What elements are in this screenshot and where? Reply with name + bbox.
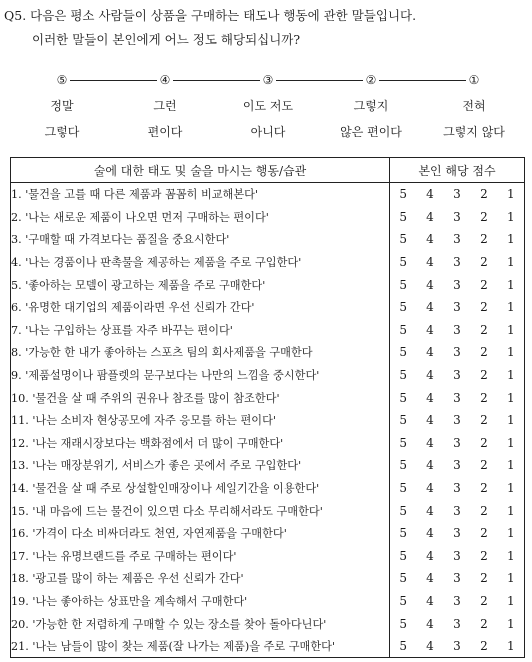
score-option-4[interactable]: 4 <box>426 390 434 405</box>
score-option-4[interactable]: 4 <box>426 209 434 224</box>
statement-cell: 9. '제품설명이나 팜플렛의 문구보다는 나만의 느낌을 중시한다' <box>11 364 390 387</box>
score-option-3[interactable]: 3 <box>453 255 461 270</box>
statement-cell: 20. '가능한 한 저렴하게 구매할 수 있는 장소를 찾아 돌아다닌다' <box>11 612 390 635</box>
question-line-2: 이러한 말들이 본인에게 어느 정도 해당되십니까? <box>32 32 301 47</box>
header-statement: 술에 대한 태도 및 술을 마시는 행동/습관 <box>11 158 390 183</box>
scale-number-2: ② <box>363 72 379 88</box>
score-option-3[interactable]: 3 <box>453 571 461 586</box>
scale-label-line2: 그렇다 <box>44 125 80 139</box>
scale-label-line1: 정말 <box>50 99 74 113</box>
score-option-3[interactable]: 3 <box>453 481 461 496</box>
score-option-2[interactable]: 2 <box>480 503 488 518</box>
statement-cell: 5. '좋아하는 모델이 광고하는 제품을 주로 구매한다' <box>11 273 390 296</box>
scale-label-line1: 그렇지 <box>353 99 389 113</box>
score-option-3[interactable]: 3 <box>453 209 461 224</box>
statement-cell: 6. '유명한 대기업의 제품이라면 우선 신뢰가 간다' <box>11 296 390 319</box>
table-row <box>11 228 525 251</box>
score-option-1[interactable]: 1 <box>506 368 515 383</box>
score-option-4[interactable]: 4 <box>426 639 434 654</box>
table-row <box>11 296 525 319</box>
score-option-5[interactable]: 5 <box>399 368 408 383</box>
score-option-3[interactable]: 3 <box>453 458 461 473</box>
scale-label-line1: 이도 저도 <box>242 99 294 113</box>
scale-label-1 <box>429 93 519 145</box>
score-option-4[interactable]: 4 <box>426 481 434 496</box>
score-option-4[interactable]: 4 <box>426 571 434 586</box>
score-option-2[interactable]: 2 <box>480 616 488 631</box>
score-option-3[interactable]: 3 <box>453 345 461 360</box>
score-option-2[interactable]: 2 <box>480 345 488 360</box>
table-row <box>11 432 525 455</box>
score-option-5[interactable]: 5 <box>399 232 408 247</box>
score-option-1[interactable]: 1 <box>506 571 515 586</box>
scale-label-line2: 아니다 <box>250 125 286 139</box>
score-option-3[interactable]: 3 <box>453 503 461 518</box>
table-row <box>11 341 525 364</box>
score-option-4[interactable]: 4 <box>426 435 434 450</box>
score-option-2[interactable]: 2 <box>480 368 488 383</box>
table-row <box>11 409 525 432</box>
scale-number-4: ④ <box>157 72 173 88</box>
table-row <box>11 454 525 477</box>
score-option-5[interactable]: 5 <box>399 526 408 541</box>
score-option-4[interactable]: 4 <box>426 526 434 541</box>
statement-cell: 17. '나는 유명브랜드를 주로 구매하는 편이다' <box>11 545 390 568</box>
score-option-1[interactable]: 1 <box>506 616 515 631</box>
score-option-5[interactable]: 5 <box>399 548 408 563</box>
score-option-1[interactable]: 1 <box>506 390 515 405</box>
score-option-3[interactable]: 3 <box>453 368 461 383</box>
table-row <box>11 251 525 274</box>
score-option-5[interactable]: 5 <box>399 209 408 224</box>
header-score: 본인 해당 점수 <box>390 158 525 183</box>
score-option-1[interactable]: 1 <box>506 413 515 428</box>
score-option-4[interactable]: 4 <box>426 458 434 473</box>
score-option-4[interactable]: 4 <box>426 300 434 315</box>
table-row <box>11 364 525 387</box>
table-row <box>11 206 525 229</box>
statement-cell: 4. '나는 경품이나 판촉물을 제공하는 제품을 주로 구입한다' <box>11 251 390 274</box>
score-option-2[interactable]: 2 <box>480 639 488 654</box>
statement-cell: 18. '광고를 많이 하는 제품은 우선 신뢰가 간다' <box>11 567 390 590</box>
statement-cell: 7. '나는 구입하는 상표를 자주 바꾸는 편이다' <box>11 319 390 342</box>
score-option-1[interactable]: 1 <box>506 435 515 450</box>
statement-cell: 15. '내 마음에 드는 물건이 있으면 다소 무리해서라도 구매한다' <box>11 499 390 522</box>
statement-cell: 13. '나는 매장분위기, 서비스가 좋은 곳에서 주로 구입한다' <box>11 454 390 477</box>
score-option-4[interactable]: 4 <box>426 503 434 518</box>
score-option-4[interactable]: 4 <box>426 255 434 270</box>
score-option-5[interactable]: 5 <box>399 503 408 518</box>
statement-cell: 12. '나는 재래시장보다는 백화점에서 더 많이 구매한다' <box>11 432 390 455</box>
table-row <box>11 319 525 342</box>
score-option-5[interactable]: 5 <box>399 187 408 202</box>
table-row <box>11 545 525 568</box>
score-option-5[interactable]: 5 <box>399 277 408 292</box>
score-option-5[interactable]: 5 <box>399 639 408 654</box>
score-option-5[interactable]: 5 <box>399 300 408 315</box>
scale-label-4 <box>120 93 210 145</box>
score-option-4[interactable]: 4 <box>426 322 434 337</box>
score-option-4[interactable]: 4 <box>426 548 434 563</box>
score-option-5[interactable]: 5 <box>399 435 408 450</box>
scale-label-line2: 그렇지 않다 <box>443 125 505 139</box>
score-option-3[interactable]: 3 <box>453 413 461 428</box>
score-option-1[interactable]: 1 <box>506 526 515 541</box>
score-option-2[interactable]: 2 <box>480 548 488 563</box>
score-option-1[interactable]: 1 <box>506 187 515 202</box>
scale-number-3: ③ <box>260 72 276 88</box>
statement-cell: 1. '물건을 고를 때 다른 제품과 꼼꼼히 비교해본다' <box>11 183 390 206</box>
table-row <box>11 612 525 635</box>
score-option-1[interactable]: 1 <box>506 458 515 473</box>
score-option-3[interactable]: 3 <box>453 548 461 563</box>
table-row <box>11 522 525 545</box>
score-option-1[interactable]: 1 <box>506 593 515 608</box>
score-option-2[interactable]: 2 <box>480 435 488 450</box>
score-option-2[interactable]: 2 <box>480 209 488 224</box>
score-option-2[interactable]: 2 <box>480 481 488 496</box>
table-row <box>11 183 525 206</box>
table-row <box>11 499 525 522</box>
scale-number-1: ① <box>466 72 482 88</box>
score-option-3[interactable]: 3 <box>453 187 461 202</box>
score-option-2[interactable]: 2 <box>480 571 488 586</box>
score-option-4[interactable]: 4 <box>426 232 434 247</box>
score-option-2[interactable]: 2 <box>480 322 488 337</box>
scale-label-5 <box>17 93 107 145</box>
score-option-3[interactable]: 3 <box>453 322 461 337</box>
table-row <box>11 590 525 613</box>
score-option-5[interactable]: 5 <box>399 255 408 270</box>
score-option-3[interactable]: 3 <box>453 390 461 405</box>
score-option-2[interactable]: 2 <box>480 593 488 608</box>
score-option-5[interactable]: 5 <box>399 413 408 428</box>
score-option-2[interactable]: 2 <box>480 300 488 315</box>
table-row <box>11 635 525 658</box>
statement-cell: 3. '구매할 때 가격보다는 품질을 중요시한다' <box>11 228 390 251</box>
score-option-5[interactable]: 5 <box>399 481 408 496</box>
scale-label-line2: 편이다 <box>147 125 183 139</box>
score-option-1[interactable]: 1 <box>506 300 515 315</box>
score-option-4[interactable]: 4 <box>426 413 434 428</box>
score-option-5[interactable]: 5 <box>399 322 408 337</box>
score-option-5[interactable]: 5 <box>399 571 408 586</box>
statement-cell: 21. '나는 남들이 많이 찾는 제품(잘 나가는 제품)을 주로 구매한다' <box>11 635 390 658</box>
scale-label-line1: 그런 <box>153 99 177 113</box>
table-header-row <box>11 158 525 183</box>
score-option-4[interactable]: 4 <box>426 277 434 292</box>
score-option-4[interactable]: 4 <box>426 345 434 360</box>
score-option-3[interactable]: 3 <box>453 616 461 631</box>
score-option-1[interactable]: 1 <box>506 277 515 292</box>
score-option-5[interactable]: 5 <box>399 390 408 405</box>
table-row <box>11 567 525 590</box>
score-option-4[interactable]: 4 <box>426 616 434 631</box>
scale-label-2 <box>326 93 416 145</box>
score-option-1[interactable]: 1 <box>506 322 515 337</box>
score-option-2[interactable]: 2 <box>480 458 488 473</box>
statement-cell: 2. '나는 새로운 제품이 나오면 먼저 구매하는 편이다' <box>11 206 390 229</box>
statement-cell: 16. '가격이 다소 비싸더라도 천연, 자연제품을 구매한다' <box>11 522 390 545</box>
table-row <box>11 477 525 500</box>
score-option-2[interactable]: 2 <box>480 232 488 247</box>
scale-label-line1: 전혀 <box>462 99 486 113</box>
score-option-5[interactable]: 5 <box>399 458 408 473</box>
score-option-1[interactable]: 1 <box>506 503 515 518</box>
score-option-3[interactable]: 3 <box>453 639 461 654</box>
table-row <box>11 386 525 409</box>
score-option-3[interactable]: 3 <box>453 277 461 292</box>
score-option-5[interactable]: 5 <box>399 616 408 631</box>
score-option-2[interactable]: 2 <box>480 277 488 292</box>
statement-cell: 8. '가능한 한 내가 좋아하는 스포츠 팀의 회사제품을 구매한다 <box>11 341 390 364</box>
scale-label-line2: 않은 편이다 <box>340 125 402 139</box>
score-option-2[interactable]: 2 <box>480 255 488 270</box>
score-option-3[interactable]: 3 <box>453 300 461 315</box>
score-option-1[interactable]: 1 <box>506 209 515 224</box>
statement-cell: 10. '물건을 살 때 주위의 권유나 참조를 많이 참조한다' <box>11 386 390 409</box>
score-option-1[interactable]: 1 <box>506 255 515 270</box>
score-option-4[interactable]: 4 <box>426 593 434 608</box>
score-option-3[interactable]: 3 <box>453 435 461 450</box>
scale-number-5: ⑤ <box>54 72 70 88</box>
score-option-2[interactable]: 2 <box>480 526 488 541</box>
score-option-2[interactable]: 2 <box>480 187 488 202</box>
statement-cell: 14. '물건을 살 때 주로 상설할인매장이나 세일기간을 이용한다' <box>11 477 390 500</box>
score-option-4[interactable]: 4 <box>426 368 434 383</box>
table-row <box>11 273 525 296</box>
statement-cell: 19. '나는 좋아하는 상표만을 계속해서 구매한다' <box>11 590 390 613</box>
question-line-1: Q5. 다음은 평소 사람들이 상품을 구매하는 태도나 행동에 관한 말들입니다. <box>4 8 417 23</box>
score-option-1[interactable]: 1 <box>506 548 515 563</box>
survey-table <box>10 157 525 658</box>
scale-label-3 <box>223 93 313 145</box>
score-option-1[interactable]: 1 <box>506 481 515 496</box>
score-option-2[interactable]: 2 <box>480 413 488 428</box>
score-option-2[interactable]: 2 <box>480 390 488 405</box>
score-option-1[interactable]: 1 <box>506 639 515 654</box>
statement-cell: 11. '나는 소비자 현상공모에 자주 응모를 하는 편이다' <box>11 409 390 432</box>
score-option-1[interactable]: 1 <box>506 345 515 360</box>
score-option-5[interactable]: 5 <box>399 593 408 608</box>
score-option-3[interactable]: 3 <box>453 232 461 247</box>
score-option-3[interactable]: 3 <box>453 526 461 541</box>
score-option-1[interactable]: 1 <box>506 232 515 247</box>
score-option-5[interactable]: 5 <box>399 345 408 360</box>
score-option-3[interactable]: 3 <box>453 593 461 608</box>
score-option-4[interactable]: 4 <box>426 187 434 202</box>
